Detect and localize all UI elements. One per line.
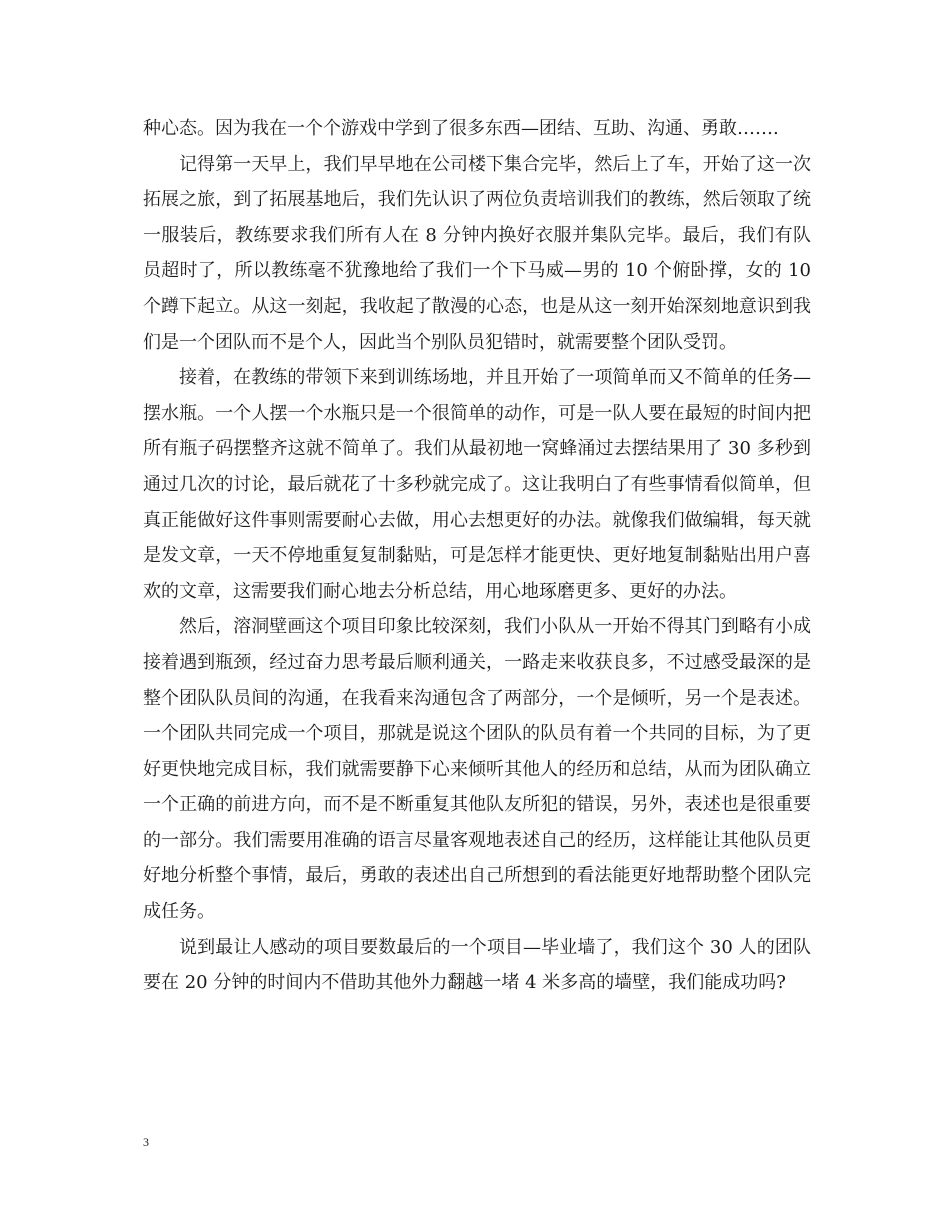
document-body — [143, 111, 811, 1001]
page-number: 3 — [143, 1135, 149, 1149]
paragraph-1: 种心态。因为我在一个个游戏中学到了很多东西—团结、互助、沟通、勇敢……. — [143, 118, 779, 139]
paragraph-4: 然后，溶洞壁画这个项目印象比较深刻，我们小队从一开始不得其门到略有小成接着遇到瓶颈，经过奋力思考最后顺利通关，一路走来收获良多，不过感受最深的是整个团队队员间的沟通，在我看来沟通包含了两部分，一个是倾听，另一个是表述。一个团队共同完成一个项目，那就是说这个团队的队员有着一个共同的目标，为了更好更快地完成目标，我们就需要静下心来倾听其他人的经历和总结，从而为团队确立一个正确的前进方向，而不是不断重复其他队友所犯的错误，另外，表述也是很重要的一部分。我们需要用准确的语言尽量客观地表述自己的经历，这样能让其他队员更好地分析整个事情，最后，勇敢的表述出自己所想到的看法能更好地帮助整个团队完成任务。 — [143, 616, 811, 923]
paragraph-2: 记得第一天早上，我们早早地在公司楼下集合完毕，然后上了车，开始了这一次拓展之旅，到了拓展基地后，我们先认识了两位负责培训我们的教练，然后领取了统一服装后，教练要求我们所有人在 8 分钟内换好衣服并集队完毕。最后，我们有队员超时了，所以教练毫不犹豫地给了我们一个下马威—男的 10 个俯卧撑，女的 10 个蹲下起立。从这一刻起，我收起了散漫的心态，也是从这一刻开始深刻地意识到我们是一个团队而不是个人，因此当个别队员犯错时，就需要整个团队受罚。 — [143, 153, 811, 353]
paragraph-5: 说到最让人感动的项目要数最后的一个项目—毕业墙了，我们这个 30 人的团队要在 20 分钟的时间内不借助其他外力翻越一堵 4 米多高的墙壁，我们能成功吗? — [143, 936, 811, 994]
paragraph-3: 接着，在教练的带领下来到训练场地，并且开始了一项简单而又不简单的任务—摆水瓶。一个人摆一个水瓶只是一个很简单的动作，可是一队人要在最短的时间内把所有瓶子码摆整齐这就不简单了。我们从最初地一窝蜂涌过去摆结果用了 30 多秒到通过几次的讨论，最后就花了十多秒就完成了。这让我明白了有些事情看似简单，但真正能做好这件事则需要耐心去做，用心去想更好的办法。就像我们做编辑，每天就是发文章，一天不停地重复复制黏贴，可是怎样才能更快、更好地复制黏贴出用户喜欢的文章，这需要我们耐心地去分析总结，用心地琢磨更多、更好的办法。 — [143, 367, 811, 602]
